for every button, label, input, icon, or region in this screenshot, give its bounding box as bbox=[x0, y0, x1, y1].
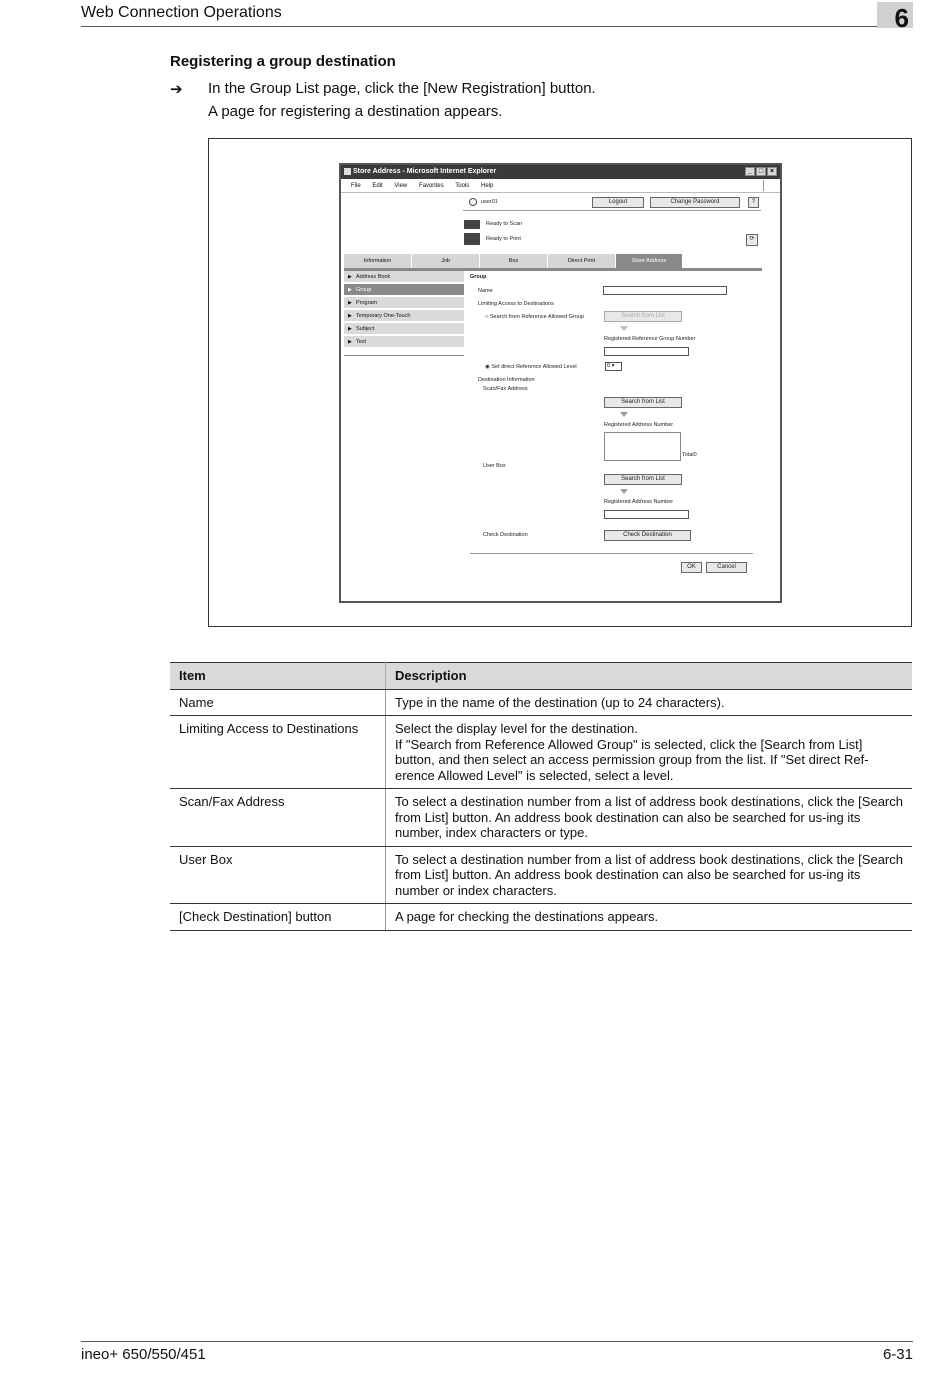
arrow-right-icon: ▶ bbox=[348, 313, 352, 319]
browser-window bbox=[339, 163, 782, 603]
close-icon[interactable]: × bbox=[767, 167, 777, 176]
running-header-title: Web Connection Operations bbox=[81, 4, 282, 21]
step-arrow-icon: ➔ bbox=[170, 81, 183, 98]
sidebar-label: Text bbox=[356, 339, 367, 345]
footer-divider bbox=[81, 1341, 913, 1342]
limiting-label: Limiting Access to Destinations bbox=[478, 301, 554, 307]
form-divider bbox=[470, 553, 753, 554]
sidebar-item-address-book[interactable] bbox=[344, 271, 464, 283]
user-box-search-from-list-button[interactable]: Search from List bbox=[604, 474, 682, 485]
minimize-icon[interactable]: _ bbox=[745, 167, 755, 176]
tab-information[interactable]: Information bbox=[344, 254, 412, 268]
chapter-number: 6 bbox=[894, 3, 909, 33]
window-titlebar bbox=[341, 165, 780, 179]
windows-logo-icon bbox=[763, 180, 776, 191]
cell-description: To select a destination number from a list of address book destinations, click the [Search from List] button. An address book destination can also be searched for us-ing its number, index characters or type. bbox=[386, 789, 913, 847]
arrow-right-icon: ▶ bbox=[348, 287, 352, 293]
user-box-registered-address-label: Registered Address Number bbox=[604, 499, 674, 505]
radio-reference-level[interactable]: ◉ Set direct Reference Allowed Level bbox=[485, 364, 577, 370]
arrow-right-icon: ▶ bbox=[348, 326, 352, 332]
sidebar-label: Subject bbox=[356, 326, 375, 332]
table-header-row bbox=[170, 663, 912, 690]
level-select[interactable]: 0 ▾ bbox=[605, 362, 622, 371]
sidebar-label: Group bbox=[356, 287, 372, 293]
menu-bar bbox=[341, 180, 780, 193]
refresh-icon[interactable]: ⟳ bbox=[746, 234, 758, 246]
ok-button[interactable]: OK bbox=[681, 562, 702, 573]
name-label: Name bbox=[478, 288, 493, 294]
logout-button[interactable]: Logout bbox=[592, 197, 644, 208]
user-box-label: User Box bbox=[483, 463, 506, 469]
name-input[interactable] bbox=[603, 286, 727, 295]
cancel-button[interactable]: Cancel bbox=[706, 562, 747, 573]
menu-favorites[interactable]: Favorites bbox=[418, 183, 444, 189]
check-destination-button[interactable]: Check Destination bbox=[604, 530, 691, 541]
form-heading: Group bbox=[470, 274, 487, 280]
tab-direct-print[interactable]: Direct Print bbox=[548, 254, 616, 268]
sidebar-item-text[interactable] bbox=[344, 336, 464, 348]
change-password-button[interactable]: Change Password bbox=[650, 197, 740, 208]
sidebar-item-program[interactable] bbox=[344, 297, 464, 309]
help-icon[interactable]: ? bbox=[748, 197, 759, 208]
search-from-list-button-disabled[interactable]: Search from List bbox=[604, 311, 682, 322]
menu-edit[interactable]: Edit bbox=[372, 183, 383, 189]
sidebar-item-subject[interactable] bbox=[344, 323, 464, 335]
check-destination-label: Check Destination bbox=[483, 532, 528, 538]
cell-description bbox=[386, 716, 913, 789]
footer-model: ineo+ 650/550/451 bbox=[81, 1346, 206, 1363]
down-arrow-icon bbox=[620, 412, 628, 417]
total-count: Total0 bbox=[682, 452, 697, 458]
menu-file[interactable]: File bbox=[351, 183, 361, 189]
scanner-icon bbox=[464, 220, 480, 229]
radio-label: Set direct Reference Allowed Level bbox=[491, 364, 577, 370]
cell-description: Type in the name of the destination (up to 24 characters). bbox=[386, 689, 913, 716]
table-row bbox=[170, 789, 912, 847]
arrow-right-icon: ▶ bbox=[348, 300, 352, 306]
cell-description: A page for checking the destinations appears. bbox=[386, 904, 913, 931]
column-header-item: Item bbox=[170, 663, 386, 690]
table-row bbox=[170, 689, 912, 716]
item-description-table bbox=[170, 662, 912, 931]
cell-description: To select a destination number from a list of address book destinations, click the [Search from List] button. An address book destination can also be searched for us-ing its number or index characters. bbox=[386, 846, 913, 904]
registered-group-number-label: Registered Reference Group Number bbox=[604, 336, 696, 342]
radio-reference-group[interactable]: ○ Search from Reference Allowed Group bbox=[485, 314, 585, 320]
sidebar-label: Program bbox=[356, 300, 378, 306]
registered-address-list[interactable] bbox=[604, 432, 681, 461]
maximize-icon[interactable]: □ bbox=[756, 167, 766, 176]
menu-tools[interactable]: Tools bbox=[455, 183, 470, 189]
sidebar-item-group[interactable] bbox=[344, 284, 464, 296]
tab-job[interactable]: Job bbox=[412, 254, 480, 268]
step-instruction: In the Group List page, click the [New Registration] button. bbox=[208, 80, 596, 97]
arrow-right-icon: ▶ bbox=[348, 274, 352, 280]
step-result: A page for registering a destination appears. bbox=[208, 103, 503, 120]
down-arrow-icon bbox=[620, 489, 628, 494]
cell-item: Limiting Access to Destinations bbox=[170, 716, 386, 789]
header-divider bbox=[81, 26, 877, 27]
table-row bbox=[170, 716, 912, 789]
user-box-registered-address-field[interactable] bbox=[604, 510, 689, 519]
user-icon bbox=[469, 198, 477, 206]
printer-icon bbox=[464, 233, 480, 245]
cell-item: User Box bbox=[170, 846, 386, 904]
radio-label: Search from Reference Allowed Group bbox=[489, 314, 585, 320]
table-row bbox=[170, 904, 912, 931]
window-title: Store Address - Microsoft Internet Explorer bbox=[353, 168, 497, 175]
destination-info-label: Destination Information bbox=[478, 377, 535, 383]
level-value: 0 bbox=[607, 363, 611, 369]
cell-item: Name bbox=[170, 689, 386, 716]
scan-fax-label: Scan/Fax Address bbox=[483, 386, 528, 392]
user-bar-underline bbox=[463, 210, 761, 211]
description-line: If "Search from Reference Allowed Group" is selected, click the [Search from List] button, and then select an access permission group from the list. If "Set direct Ref-erence Allowed Level" is selected, select a level. bbox=[395, 736, 869, 783]
registered-address-number-label: Registered Address Number bbox=[604, 422, 674, 428]
tab-box[interactable]: Box bbox=[480, 254, 548, 268]
arrow-right-icon: ▶ bbox=[348, 339, 352, 345]
sidebar-label: Temporary One-Touch bbox=[356, 313, 411, 319]
registered-group-number-field[interactable] bbox=[604, 347, 689, 356]
sidebar-label: Address Book bbox=[356, 274, 391, 280]
cell-item: Scan/Fax Address bbox=[170, 789, 386, 847]
search-from-list-button[interactable]: Search from List bbox=[604, 397, 682, 408]
status-scan: Ready to Scan bbox=[486, 221, 523, 227]
tab-store-address[interactable]: Store Address bbox=[616, 254, 683, 268]
ie-icon bbox=[344, 168, 351, 175]
status-print: Ready to Print bbox=[486, 236, 521, 242]
menu-help[interactable]: Help bbox=[480, 183, 494, 189]
menu-view[interactable]: View bbox=[394, 183, 408, 189]
table-row bbox=[170, 846, 912, 904]
sidebar-item-temporary-one-touch[interactable] bbox=[344, 310, 464, 322]
user-name: user01 bbox=[481, 199, 498, 205]
footer-page-number: 6-31 bbox=[882, 1346, 913, 1363]
description-line: Select the display level for the destination. bbox=[395, 721, 638, 736]
down-arrow-icon bbox=[620, 326, 628, 331]
sidebar-bottom-line bbox=[344, 355, 464, 356]
cell-item: [Check Destination] button bbox=[170, 904, 386, 931]
section-title: Registering a group destination bbox=[170, 53, 396, 70]
column-header-description: Description bbox=[386, 663, 913, 690]
